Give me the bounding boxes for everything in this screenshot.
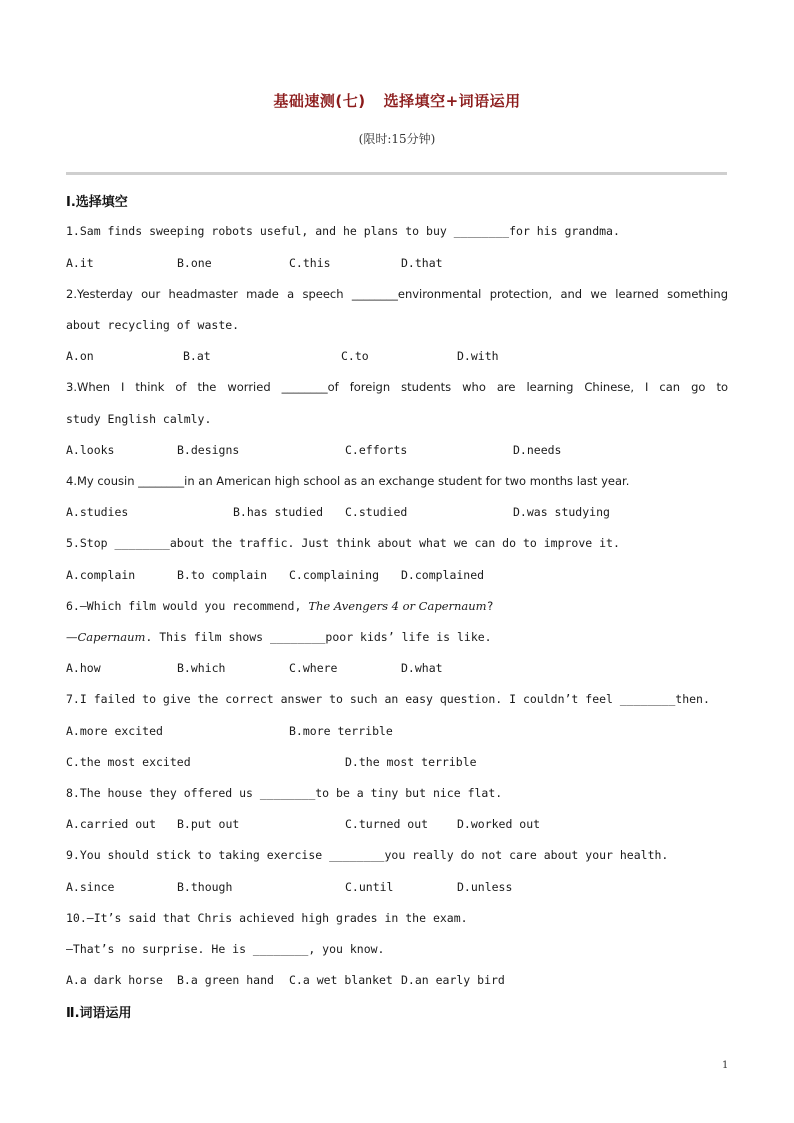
question-5-option-c: C.complaining (289, 568, 380, 582)
question-4-option-d: D.was studying (513, 505, 610, 519)
section-heading-word-use: Ⅱ.词语运用 (66, 1006, 132, 1021)
question-6-stem-prefix: 6.—Which film would you recommend, (66, 599, 309, 613)
question-1-option-b: B.one (177, 256, 212, 270)
page-number: 1 (722, 1060, 729, 1071)
question-3-stem-line-1: 3.When I think of the worried ________of foreign students who are learning Chinese, I can go to (66, 380, 728, 394)
question-3-option-d: D.needs (513, 443, 562, 457)
question-9-option-b: B.though (177, 880, 233, 894)
title-part-2: 选择填空+词语运用 (383, 92, 521, 110)
question-5-stem: 5.Stop ________about the traffic. Just think about what we can do to improve it. (66, 536, 620, 550)
question-5-option-b: B.to complain (177, 568, 268, 582)
question-6-stem (66, 599, 494, 613)
question-1-stem: 1.Sam finds sweeping robots useful, and he plans to buy ________for his grandma. (66, 224, 620, 238)
question-7-option-c: C.the most excited (66, 755, 191, 769)
question-6-reply (66, 630, 492, 644)
question-9-option-d: D.unless (457, 880, 513, 894)
question-1-option-a: A.it (66, 256, 94, 270)
question-1-option-c: C.this (289, 256, 331, 270)
question-3-option-c: C.efforts (345, 443, 408, 457)
question-6-option-d: D.what (401, 661, 443, 675)
question-6-film-titles: The Avengers 4 or Capernaum (308, 599, 487, 613)
question-6-option-c: C.where (289, 661, 338, 675)
question-5-option-a: A.complain (66, 568, 136, 582)
question-7-option-d: D.the most terrible (345, 755, 477, 769)
question-8-option-c: C.turned out (345, 817, 429, 831)
question-6-reply-rest: . This film shows ________poor kids’ life is like. (145, 630, 492, 644)
question-9-stem: 9.You should stick to taking exercise ________you really do not care about your health. (66, 848, 669, 862)
question-2-option-d: D.with (457, 349, 499, 363)
question-5-option-d: D.complained (401, 568, 485, 582)
question-3-option-b: B.designs (177, 443, 240, 457)
question-7-option-a: A.more excited (66, 724, 163, 738)
question-3-stem-line-2: study English calmly. (66, 412, 212, 426)
question-10-option-b: B.a green hand (177, 973, 274, 987)
question-7-stem: 7.I failed to give the correct answer to such an easy question. I couldn’t feel ________then. (66, 692, 710, 706)
question-4-option-a: A.studies (66, 505, 129, 519)
header-rule (66, 172, 727, 175)
question-2-stem-line-2: about recycling of waste. (66, 318, 240, 332)
question-8-option-a: A.carried out (66, 817, 157, 831)
question-10-option-d: D.an early bird (401, 973, 505, 987)
question-2-option-a: A.on (66, 349, 94, 363)
question-4-option-c: C.studied (345, 505, 408, 519)
title-part-1: 基础速测(七) (273, 92, 366, 110)
question-8-option-b: B.put out (177, 817, 240, 831)
question-10-stem-line-1: 10.—It’s said that Chris achieved high grades in the exam. (66, 911, 468, 925)
question-9-option-a: A.since (66, 880, 115, 894)
time-limit: (限时:15分钟) (358, 132, 436, 146)
question-10-option-a: A.a dark horse (66, 973, 163, 987)
question-6-stem-suffix: ? (486, 599, 494, 613)
question-4-stem: 4.My cousin ________in an American high school as an exchange student for two months last year. (66, 474, 630, 488)
question-9-option-c: C.until (345, 880, 394, 894)
page-title (0, 90, 794, 111)
question-1-option-d: D.that (401, 256, 443, 270)
section-heading-choice: Ⅰ.选择填空 (66, 195, 128, 210)
question-6-option-a: A.how (66, 661, 101, 675)
question-2-option-b: B.at (183, 349, 211, 363)
question-2-stem-line-1: 2.Yesterday our headmaster made a speech ________environmental protection, and we learned something (66, 287, 728, 301)
question-6-reply-film: —Capernaum (66, 630, 146, 644)
question-7-option-b: B.more terrible (289, 724, 393, 738)
question-10-stem-line-2: —That’s no surprise. He is ________, you know. (66, 942, 385, 956)
question-3-option-a: A.looks (66, 443, 115, 457)
question-8-option-d: D.worked out (457, 817, 541, 831)
question-10-option-c: C.a wet blanket (289, 973, 393, 987)
question-2-option-c: C.to (341, 349, 369, 363)
question-4-option-b: B.has studied (233, 505, 324, 519)
question-8-stem: 8.The house they offered us ________to be a tiny but nice flat. (66, 786, 503, 800)
question-6-option-b: B.which (177, 661, 226, 675)
